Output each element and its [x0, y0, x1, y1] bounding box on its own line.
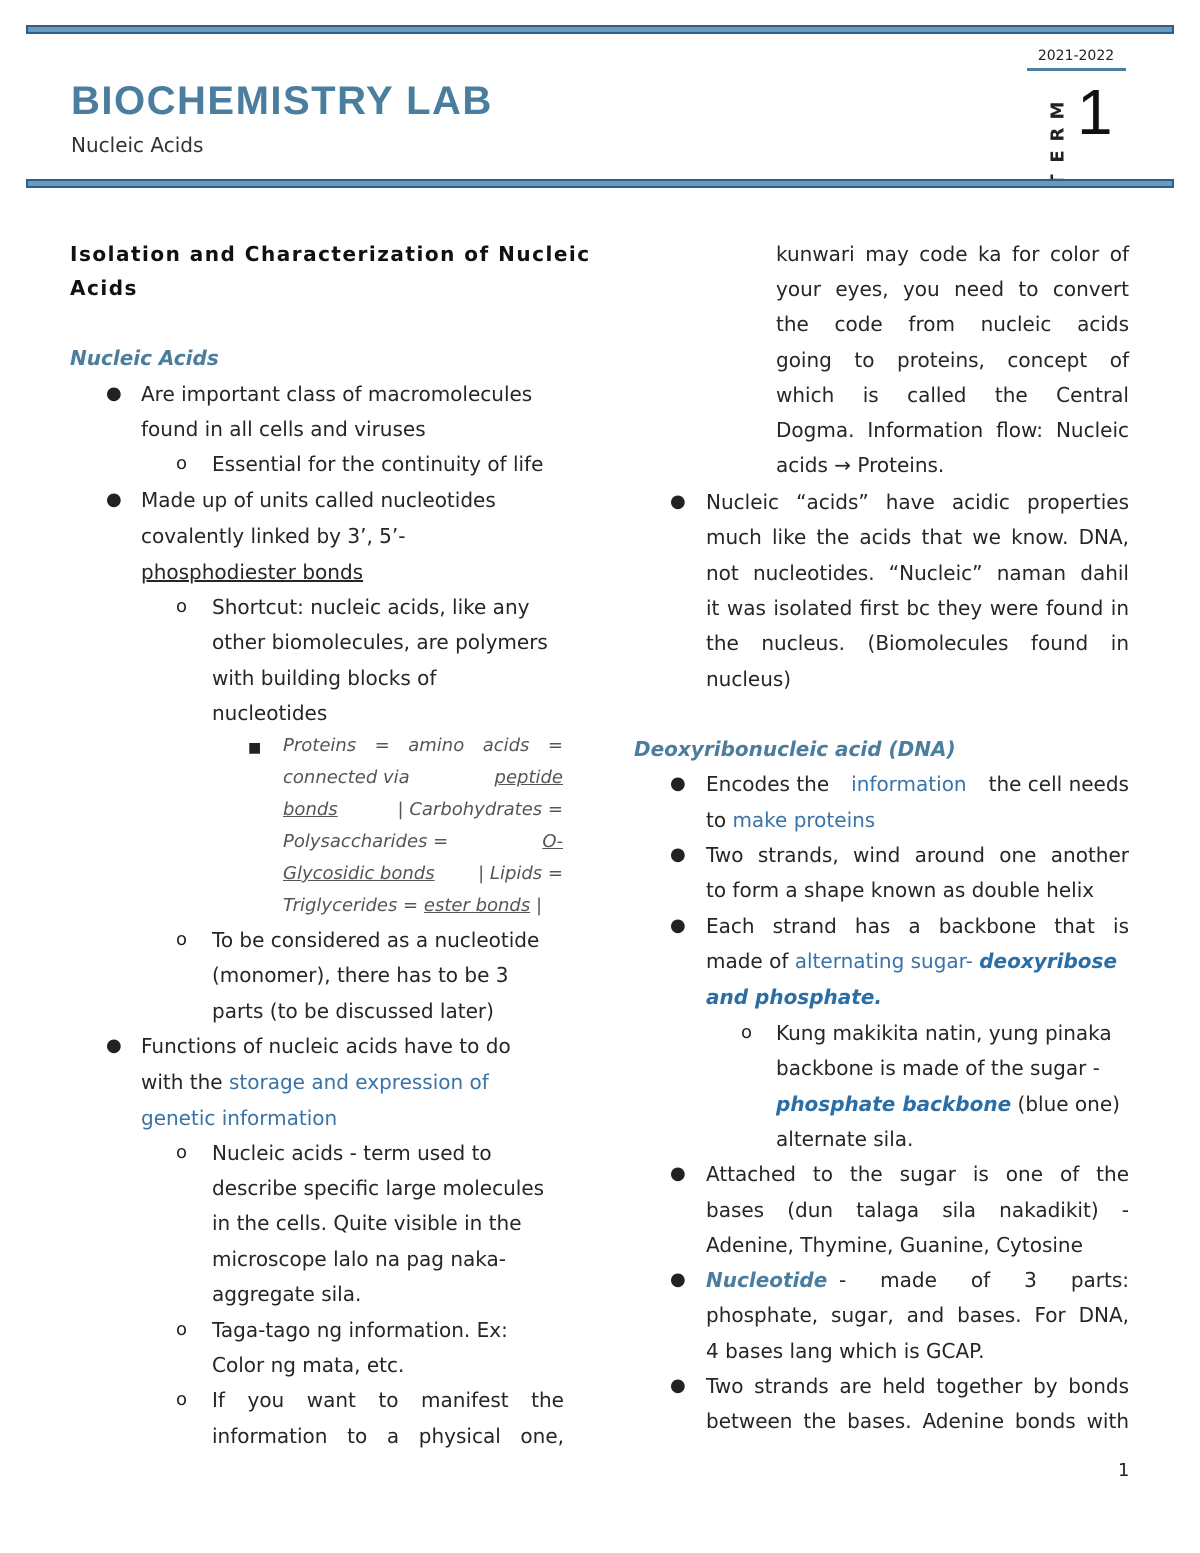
text-line: Essential for the continuity of life — [212, 452, 544, 476]
text-line: Color ng mata, etc. — [212, 1353, 405, 1377]
text-line: Shortcut: nucleic acids, like any — [212, 595, 530, 619]
highlight-text: alternating sugar- — [794, 949, 973, 973]
text-line: to form a shape known as double helix — [706, 878, 1095, 902]
note-text: | Carbohydrates = — [397, 799, 563, 820]
subsection-title: Nucleic Acids — [70, 346, 219, 370]
note-text: Polysaccharides = — [283, 831, 449, 852]
circle-bullet-icon: o — [176, 1319, 188, 1340]
text-line: the code from nucleic acids — [776, 312, 1129, 336]
text-span: to — [706, 808, 727, 832]
note-text: bonds — [283, 799, 338, 820]
highlight-text: make proteins — [732, 808, 876, 832]
text-line — [706, 808, 875, 832]
text-line: aggregate sila. — [212, 1282, 362, 1306]
text-line: Attached to the sugar is one of the — [706, 1162, 1129, 1186]
note-text: O- — [542, 831, 563, 852]
highlight-text: and phosphate. — [706, 985, 882, 1009]
text-line: acids → Proteins. — [776, 453, 945, 477]
text-line: it was isolated first bc they were found in — [706, 596, 1129, 620]
text-line: with building blocks of — [212, 666, 437, 690]
highlight-text: deoxyribose — [979, 949, 1118, 973]
note-text: ester bonds — [423, 895, 531, 916]
note-line — [283, 894, 542, 918]
highlight-text: storage and expression of — [228, 1070, 489, 1094]
term-number: 1 — [1077, 76, 1113, 148]
text-line: the nucleus. (Biomolecules found in — [706, 631, 1129, 655]
text-span: - made of 3 parts: — [839, 1268, 1129, 1292]
text-line — [706, 949, 1117, 973]
bullet-icon: ● — [670, 915, 686, 936]
highlight-text: Nucleotide — [706, 1268, 828, 1292]
bullet-icon: ● — [106, 1035, 122, 1056]
text-line: Are important class of macromolecules — [141, 382, 533, 406]
text-line: covalently linked by 3’, 5’- — [141, 524, 406, 548]
bullet-icon: ● — [670, 844, 686, 865]
bullet-icon: ● — [670, 491, 686, 512]
text-line: parts (to be discussed later) — [212, 999, 494, 1023]
page-subtitle: Nucleic Acids — [71, 133, 204, 157]
text-line: which is called the Central — [776, 383, 1129, 407]
page-number: 1 — [1118, 1460, 1130, 1481]
section-heading: Isolation and Characterization of Nucleic — [70, 242, 591, 266]
highlight-text: genetic information — [141, 1106, 338, 1130]
text-line: not nucleotides. “Nucleic” naman dahil — [706, 561, 1129, 585]
text-line: found in all cells and viruses — [141, 417, 426, 441]
note-line — [283, 830, 563, 854]
circle-bullet-icon: o — [176, 1142, 188, 1163]
note-text: Triglycerides = — [283, 895, 419, 916]
term-letter: M — [1047, 101, 1069, 120]
highlight-text: information — [851, 772, 967, 796]
text-line: Functions of nucleic acids have to do — [141, 1034, 511, 1058]
text-span: Encodes the — [706, 772, 830, 796]
text-line: going to proteins, concept of — [776, 348, 1129, 372]
text-line: (monomer), there has to be 3 — [212, 963, 509, 987]
text-line: nucleotides — [212, 701, 328, 725]
text-line: Two strands, wind around one another — [706, 843, 1129, 867]
note-line — [283, 798, 563, 822]
term-label — [1047, 84, 1071, 194]
term-divider — [1027, 68, 1126, 71]
text-line: kunwari may code ka for color of — [776, 242, 1129, 266]
text-line: 4 bases lang which is GCAP. — [706, 1339, 985, 1363]
text-line: describe specific large molecules — [212, 1176, 545, 1200]
text-line: in the cells. Quite visible in the — [212, 1211, 522, 1235]
text-line — [776, 1092, 1120, 1116]
text-line: Dogma. Information flow: Nucleic — [776, 418, 1129, 442]
text-span: the cell needs — [988, 772, 1129, 796]
text-span: made of — [706, 949, 789, 973]
text-line: Two strands are held together by bonds — [706, 1374, 1129, 1398]
bullet-icon: ● — [670, 773, 686, 794]
top-rule — [26, 25, 1174, 34]
text-line: Nucleic “acids” have acidic properties — [706, 490, 1129, 514]
text-line: Kung makikita natin, yung pinaka — [776, 1021, 1112, 1045]
page-title: BIOCHEMISTRY LAB — [71, 79, 493, 123]
text-line: To be considered as a nucleotide — [212, 928, 540, 952]
circle-bullet-icon: o — [741, 1022, 753, 1043]
text-line — [706, 1268, 1129, 1292]
term-year: 2021-2022 — [1037, 48, 1115, 64]
note-text: peptide — [494, 767, 563, 788]
text-line: phosphate, sugar, and bases. For DNA, — [706, 1303, 1129, 1327]
text-span: (blue one) — [1017, 1092, 1120, 1116]
note-text: | — [535, 895, 543, 916]
section-heading: Acids — [70, 276, 138, 300]
text-line: alternate sila. — [776, 1127, 914, 1151]
note-text: | Lipids = — [478, 863, 563, 884]
text-span: with the — [141, 1070, 223, 1094]
note-text: Glycosidic bonds — [283, 863, 435, 884]
circle-bullet-icon: o — [176, 1389, 188, 1410]
highlight-text: phosphate backbone — [776, 1092, 1012, 1116]
note-line — [283, 766, 563, 790]
text-line: Adenine, Thymine, Guanine, Cytosine — [706, 1233, 1083, 1257]
text-line: Taga-tago ng information. Ex: — [212, 1318, 508, 1342]
text-line: Made up of units called nucleotides — [141, 488, 496, 512]
term-letter: R — [1047, 127, 1069, 142]
term-letter: E — [1047, 150, 1069, 163]
text-line: phosphodiester bonds — [141, 560, 364, 584]
text-line: bases (dun talaga sila nakadikit) - — [706, 1198, 1129, 1222]
bottom-rule — [26, 179, 1174, 188]
circle-bullet-icon: o — [176, 453, 188, 474]
text-line: between the bases. Adenine bonds with — [706, 1409, 1129, 1433]
text-line: information to a physical one, — [212, 1424, 564, 1448]
bullet-icon: ● — [670, 1375, 686, 1396]
circle-bullet-icon: o — [176, 929, 188, 950]
text-line: Each strand has a backbone that is — [706, 914, 1129, 938]
note-line — [283, 862, 563, 886]
note-text: connected via — [283, 767, 410, 788]
bullet-icon: ● — [670, 1163, 686, 1184]
bullet-icon: ● — [106, 383, 122, 404]
text-line: If you want to manifest the — [212, 1388, 564, 1412]
bullet-icon: ● — [670, 1269, 686, 1290]
text-line: much like the acids that we know. DNA, — [706, 525, 1129, 549]
text-line: microscope lalo na pag naka- — [212, 1247, 506, 1271]
text-line: nucleus) — [706, 667, 792, 691]
square-bullet-icon: ■ — [248, 740, 262, 756]
text-line: other biomolecules, are polymers — [212, 630, 548, 654]
note-line: Proteins = amino acids = — [283, 735, 563, 756]
circle-bullet-icon: o — [176, 596, 188, 617]
text-line — [141, 1070, 489, 1094]
term-badge — [1027, 44, 1127, 164]
text-line: your eyes, you need to convert — [776, 277, 1129, 301]
text-line: Nucleic acids - term used to — [212, 1141, 492, 1165]
text-line — [706, 772, 1129, 796]
subsection-title: Deoxyribonucleic acid (DNA) — [634, 737, 956, 761]
text-line: backbone is made of the sugar - — [776, 1056, 1100, 1080]
bullet-icon: ● — [106, 489, 122, 510]
